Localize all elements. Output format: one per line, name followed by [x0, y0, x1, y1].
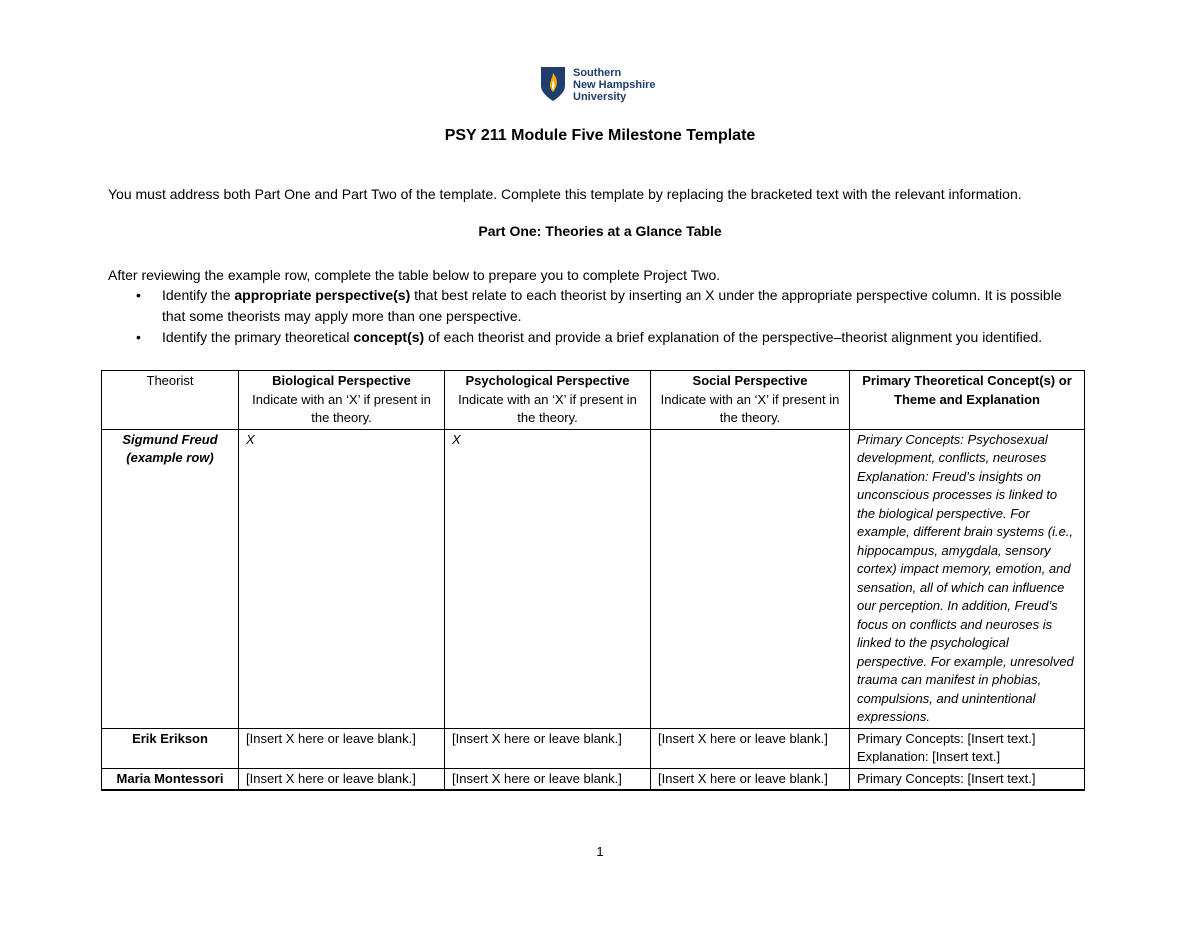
- instruction-bullets: [108, 285, 1088, 348]
- cell-psychological[interactable]: [Insert X here or leave blank.]: [445, 728, 651, 768]
- concepts-text: Primary Concepts: [Insert text.]: [857, 770, 1036, 786]
- bullet-post: of each theorist and provide a brief explanation of the perspective–theorist alignment you identified.: [424, 329, 1043, 345]
- header-title: Social Perspective: [692, 373, 808, 388]
- logo-line-1: Southern: [573, 67, 622, 79]
- bullet-icon: •: [136, 329, 141, 345]
- header-subtext: Indicate with an ‘X’ if present in the theory.: [252, 391, 431, 425]
- table-header-row: [102, 371, 1085, 430]
- concepts-text: Primary Concepts: [Insert text.]: [857, 730, 1036, 746]
- page-number: 1: [596, 844, 604, 859]
- table-row: [102, 429, 1085, 728]
- cell-social[interactable]: [Insert X here or leave blank.]: [651, 728, 850, 768]
- header-title: Theorist: [146, 373, 194, 388]
- cell-psychological[interactable]: X: [445, 429, 651, 728]
- cell-social[interactable]: [Insert X here or leave blank.]: [651, 768, 850, 790]
- header-subtext: Indicate with an ‘X’ if present in the theory.: [458, 391, 637, 425]
- cell-biological[interactable]: X: [239, 429, 445, 728]
- header-title: Biological Perspective: [272, 373, 411, 388]
- header-title: Primary Theoretical Concept(s) or Theme and Explanation: [862, 373, 1072, 407]
- explanation-text: Explanation: [Insert text.]: [857, 749, 1001, 764]
- cell-biological[interactable]: [Insert X here or leave blank.]: [239, 768, 445, 790]
- header-psychological: [445, 371, 651, 430]
- cell-concepts[interactable]: [850, 728, 1085, 768]
- bullet-pre: Identify the primary theoretical: [162, 329, 354, 345]
- concepts-text: Primary Concepts: Psychosexual development, conflicts, neuroses: [857, 431, 1048, 465]
- cell-theorist: Sigmund Freud (example row): [102, 429, 239, 728]
- cell-theorist: Maria Montessori: [102, 768, 239, 790]
- cell-concepts[interactable]: [850, 429, 1085, 728]
- table-row: [102, 768, 1085, 790]
- table-row: [102, 728, 1085, 768]
- bullet-bold: appropriate perspective(s): [234, 287, 411, 303]
- snhu-logo: [540, 66, 670, 106]
- logo-line-2: New Hampshire: [573, 79, 656, 91]
- header-social: [651, 371, 850, 430]
- header-concepts: [850, 371, 1085, 430]
- part-one-heading: Part One: Theories at a Glance Table: [478, 223, 722, 239]
- header-biological: [239, 371, 445, 430]
- document-title: PSY 211 Module Five Milestone Template: [444, 127, 756, 144]
- cell-theorist: Erik Erikson: [102, 728, 239, 768]
- logo-wordmark: [573, 67, 656, 103]
- header-title: Psychological Perspective: [465, 373, 630, 388]
- shield-flame-icon: [540, 66, 566, 102]
- theories-table: [101, 370, 1085, 791]
- cell-biological[interactable]: [Insert X here or leave blank.]: [239, 728, 445, 768]
- intro-paragraph: You must address both Part One and Part Two of the template. Complete this template by replacing the bracketed text with the relevant information.: [108, 186, 1022, 202]
- cell-concepts[interactable]: [850, 768, 1085, 790]
- bullet-item: [108, 327, 1088, 348]
- cell-social[interactable]: [651, 429, 850, 728]
- header-theorist: [102, 371, 239, 430]
- header-subtext: Indicate with an ‘X’ if present in the theory.: [660, 391, 840, 425]
- bullet-pre: Identify the: [162, 287, 235, 303]
- bullet-icon: •: [136, 287, 141, 303]
- explanation-text: Explanation: Freud’s insights on unconscious processes is linked to the biological perspective. For example, different brain systems (i.e., hippocampus, amygdala, sensory cortex) impact memory, emotion, and sensation, all of which can influence our perception. In addition, Freud’s focus on conflicts and neuroses is linked to the psychological perspective. For example, unresolved trauma can manifest in phobias, compulsions, and unintentional expressions.: [857, 468, 1074, 724]
- bullet-bold: concept(s): [353, 329, 425, 345]
- cell-psychological[interactable]: [Insert X here or leave blank.]: [445, 768, 651, 790]
- instructions-paragraph: After reviewing the example row, complete the table below to prepare you to complete Project Two.: [108, 267, 721, 283]
- logo-line-3: University: [573, 91, 627, 103]
- bullet-post: that best relate to each theorist by inserting an X under the appropriate perspective column. It is possible that some theorists may apply more than one perspective.: [162, 287, 1062, 324]
- bullet-item: [108, 285, 1088, 327]
